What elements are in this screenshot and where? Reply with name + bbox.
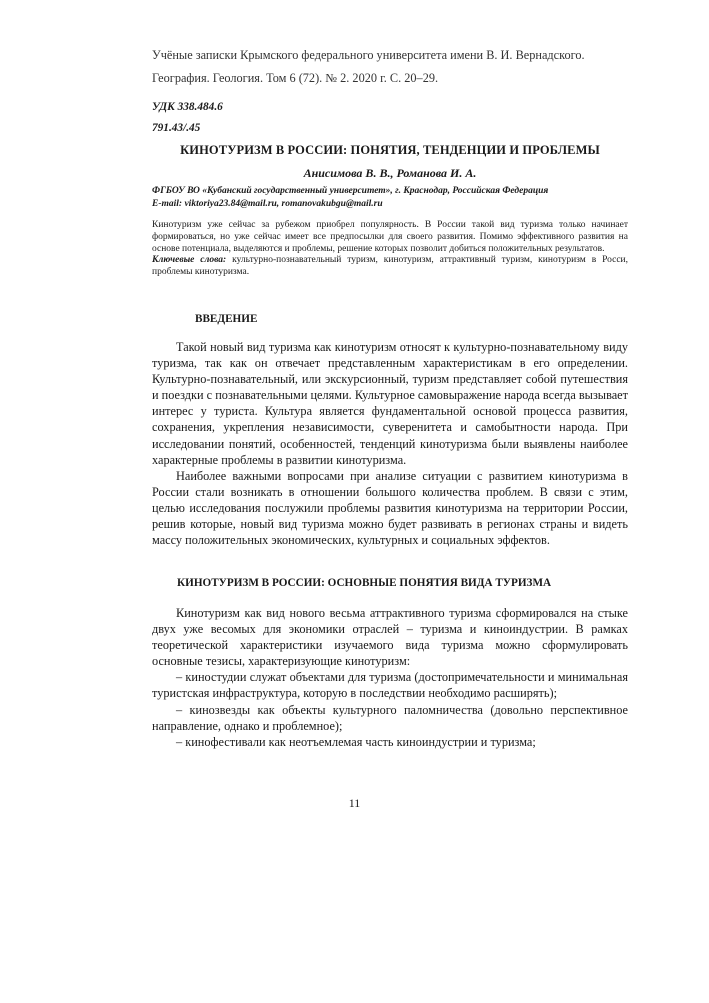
abstract-text: Кинотуризм уже сейчас за рубежом приобрел популярность. В России такой вид туризма только начинает формироваться, но уже сейчас имеет все предпосылки для своего развития. Помимо эффективного развития на основе потенциала, выделяются и проблемы, решение которых позволит добиться положительных результатов.: [152, 220, 628, 254]
page-number: 11: [348, 796, 361, 810]
author-affiliation: ФГБОУ ВО «Кубанский государственный университет», г. Краснодар, Российская Федерация: [152, 186, 549, 196]
section-heading: КИНОТУРИЗМ В РОССИИ: ОСНОВНЫЕ ПОНЯТИЯ ВИДА ТУРИЗМА: [177, 577, 552, 589]
journal-title-line: Учёные записки Крымского федерального университета имени В. И. Вернадского.: [152, 48, 585, 62]
keywords-label: Ключевые слова:: [152, 255, 227, 266]
udc-code-secondary: 791.43/.45: [152, 122, 201, 134]
intro-heading: ВВЕДЕНИЕ: [195, 313, 258, 325]
journal-issue-line: География. Геология. Том 6 (72). № 2. 2020 г. С. 20–29.: [152, 71, 439, 85]
section-paragraph: Кинотуризм как вид нового весьма аттрактивного туризма сформировался на стыке двух уже весомых для экономики отраслей – туризма и киноиндустрии. В рамках теоретической характеристики изучаемого вида туризма можно сформулировать основные тезисы, характеризующие кинотуризм:: [152, 606, 628, 669]
article-authors: Анисимова В. В., Романова И. А.: [303, 166, 477, 180]
section-body: [152, 605, 628, 750]
keywords-line: [152, 255, 628, 279]
thesis-list-item: – кинофестивали как неотъемлемая часть киноиндустрии и туризма;: [176, 734, 536, 749]
thesis-list-item: – киностудии служат объектами для туризма (достопримечательности и минимальная туристская инфраструктура, которую в последствии необходимо расширять);: [152, 670, 628, 701]
intro-body: [152, 339, 628, 548]
thesis-list-item: – кинозвезды как объекты культурного паломничества (довольно перспективное направление, однако и проблемное);: [152, 702, 628, 733]
author-email: E-mail: viktoriya23.84@mail.ru, romanovakubgu@mail.ru: [152, 199, 383, 209]
article-title: КИНОТУРИЗМ В РОССИИ: ПОНЯТИЯ, ТЕНДЕНЦИИ И ПРОБЛЕМЫ: [180, 143, 600, 157]
intro-paragraph: Наиболее важными вопросами при анализе ситуации с развитием кинотуризма в России стали возникать в отношении большого количества проблем. В связи с этим, целью исследования послужили проблемы развития кинотуризма на территории России, решив которые, новый вид туризма можно будет развивать в регионах страны и видеть массу положительных экономических, культурных и социальных эффектов.: [152, 468, 628, 548]
keywords-text: культурно-познавательный туризм, кинотуризм, аттрактивный туризм, кинотуризм в Росси, проблемы кинотуризма.: [152, 255, 628, 278]
udc-code: УДК 338.484.6: [152, 101, 223, 113]
abstract-block: [152, 220, 628, 279]
intro-paragraph: Такой новый вид туризма как кинотуризм относят к культурно-познавательному виду туризма, так как он отвечает представленным характеристикам в его определении. Культурно-познавательный, или экскурсионный, туризм представляет собой путешествия и поездки с познавательными целями. Культурное самовыражение народа всегда вызывает интерес у туриста. Культура является фундаментальной основой процесса развития, сохранения, укрепления независимости, суверенитета и самобытности народа. При исследовании понятий, особенностей, тенденций кинотуризма были выявлены наиболее характерные проблемы в развитии кинотуризма.: [152, 340, 628, 467]
